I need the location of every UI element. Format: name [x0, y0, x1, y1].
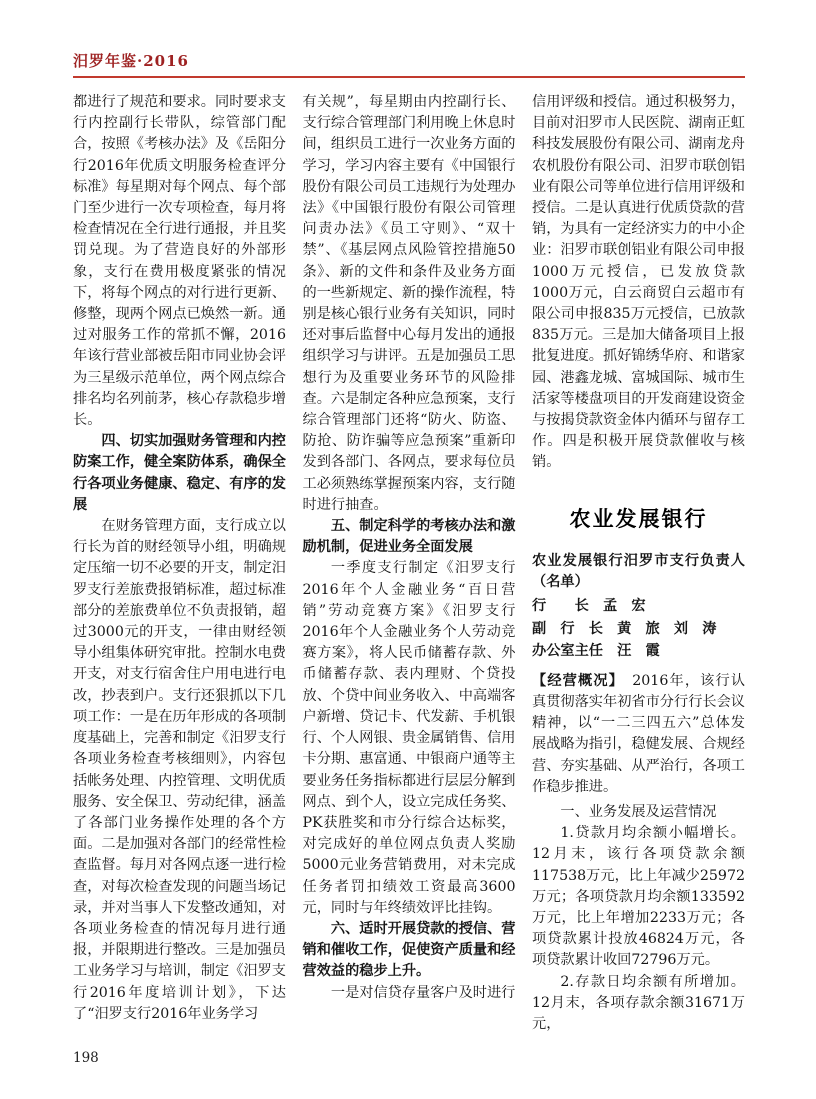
column-1: [73, 92, 286, 1035]
column-2: [303, 92, 516, 1035]
paragraph: 信用评级和授信。通过积极努力，目前对汨罗市人民医院、湖南正虹科技发展股份有限公司、湖南龙舟农机股份有限公司、汨罗市联创铝业有限公司等单位进行信用评级和授信。二是认真进行优质贷款的营销，为具有一定经济实力的中小企业：汨罗市联创铝业有限公司申报1000万元授信，已发放贷款 1000万元，白云商贸白云超市有限公司申报835万元授信，已放款835万元。三是加大储备项目上报批复进度。抓好锦绣华府、和谐家园、港鑫龙城、富城国际、城市生活家等楼盘项目的开发商建设资金与按揭贷款资金体内循环与留存工作。四是积极开展贷款催收与核销。: [532, 94, 760, 471]
paragraph: 一季度支行制定《汨罗支行2016年个人金融业务“百日营销”劳动竞赛方案》《汨罗支行2016年个人金融业务个人劳动竞赛方案》，将人民币储蓄存款、外币储蓄存款、表内理财、个贷投放、个贷中间业务收入、中高端客户新增、贷记卡、代发薪、手机银行、个人网银、贵金属销售、信用卡分期、惠富通、中银商户通等主要业务任务指标都进行层层分解到网点、到个人，设立完成任务奖、PK获胜奖和市分行综合达标奖，对完成好的单位网点负责人奖励5000元业务营销费用，对未完成任务者罚扣绩效工资最高3600元，同时与年终绩效评比挂钩。: [302, 560, 516, 916]
subsection-heading-1: 一、业务发展及运营情况: [560, 803, 717, 820]
paragraph: 有关规”，每星期由内控副行长、支行综合管理部门利用晚上休息时间，组织员工进行一次业务方面的学习，学习内容主要有《中国银行股份有限公司员工违规行为处理办法》《中国银行股份有限公司管理问责办法》《员工守则》、“双十禁”、《基层网点风险管控措施50条》、新的文件和条件及业务方面的一些新规定、新的操作流程，特别是核心银行业务有关知识，同时还对事后监督中心每月发出的通报组织学习与讲评。五是加强员工思想行为及重要业务环节的风险排查。六是制定各种应急预案，支行综合管理部门还将“防火、防盗、防抢、防诈骗等应急预案”重新印发到各部门、各网点，要求每位员工必须熟练掌握预案内容，支行随时进行抽查。: [302, 94, 516, 513]
roster-line-office-director: [532, 640, 745, 663]
leadership-roster-heading: 农业发展银行汨罗市支行负责人（名单）: [532, 552, 745, 591]
roster-line-president: [532, 595, 745, 618]
paragraph: 2.存款日均余额有所增加。12月末，各项存款余额31671万元，: [532, 973, 745, 1033]
overview-label: 【经营概况】: [532, 672, 617, 689]
paragraph: 1.贷款月均余额小幅增长。12月末，该行各项贷款余额117538万元，比上年减少25972万元；各项贷款月均余额133592万元，比上年增加2233万元；各项贷款累计投放46824万元，各项贷款累计收回72796万元。: [532, 825, 745, 969]
roster-line-vice-president: [532, 618, 745, 641]
heading-section-6: 六、适时开展贷款的授信、营销和催收工作，促使资产质量和经营效益的稳步上升。: [302, 920, 516, 980]
overview-paragraph: [532, 671, 745, 798]
page-header-title: 汨罗年鉴·2016: [73, 52, 189, 70]
roster-title: 副 行 长: [532, 620, 603, 637]
heading-section-5: 五、制定科学的考核办法和激励机制，促进业务全面发展: [302, 518, 516, 556]
paragraph: 都进行了规范和要求。同时要求支行内控副行长带队，综管部门配合，按照《考核办法》及《岳阳分行2016年优质文明服务检查评分标准》每星期对每个网点、每个部门至少进行一次专项检查，每月将检查情况在全行进行通报，并且奖罚兑现。为了营造良好的外部形象，支行在费用极度紧张的情况下，将每个网点的对行进行更新、修整，现两个网点已焕然一新。通过对服务工作的常抓不懈，2016年该行营业部被岳阳市同业协会评为三星级示范单位，两个网点综合排名均名列前茅，核心存款稳步增长。: [73, 94, 286, 429]
roster-name: 孟 宏: [602, 598, 646, 615]
roster-title: 行 长: [532, 598, 589, 615]
leadership-roster: [532, 595, 745, 663]
overview-text: 2016年，该行认真贯彻落实年初省市分行行长会议精神，以“一二三四五六”总体发展战略为指引，稳健发展、合规经营、夯实基础、从严治行，各项工作稳步推进。: [532, 672, 746, 795]
header-rule: [73, 76, 745, 78]
roster-name: 汪 霞: [617, 643, 660, 660]
roster-title: 办公室主任: [532, 643, 603, 660]
text-columns: [73, 92, 760, 1035]
heading-section-4: 四、切实加强财务管理和内控防案工作，健全案防体系，确保全行各项业务健康、稳定、有序的发展: [73, 433, 286, 513]
page-number: 198: [73, 1050, 99, 1066]
section-title-agricultural-development-bank: 农业发展银行: [569, 505, 708, 531]
roster-name: 黄 旅 刘 涛: [617, 620, 717, 637]
paragraph: 在财务管理方面，支行成立以行长为首的财经领导小组，明确规定压缩一切不必要的开支，制定汨罗支行差旅费报销标准，超过标准部分的差旅费单位不负责报销，超过3000元的开支，一律由财经领导小组集体研究审批。控制水电费开支，对支行宿舍住户用电进行电改，抄表到户。支行还狠抓以下几项工作：一是在历年形成的各项制度基础上，完善和制定《汨罗支行各项业务检查考核细则》，内容包括帐务处理、内控管理、文明优质服务、安全保卫、劳动纪律，涵盖了各部门业务操作处理的各个方面。二是加强对各部门的经常性检查监督。每月对各网点逐一进行检查，对每次检查发现的问题当场记录，并对当事人下发整改通知，对各项业务检查的情况每月进行通报，并限期进行整改。三是加强员工业务学习与培训，制定《汨罗支行2016年度培训计划》，下达了“汨罗支行2016年业务学习: [73, 518, 286, 1022]
paragraph: 一是对信贷存量客户及时进行: [330, 984, 516, 1001]
column-3: [532, 92, 760, 1035]
